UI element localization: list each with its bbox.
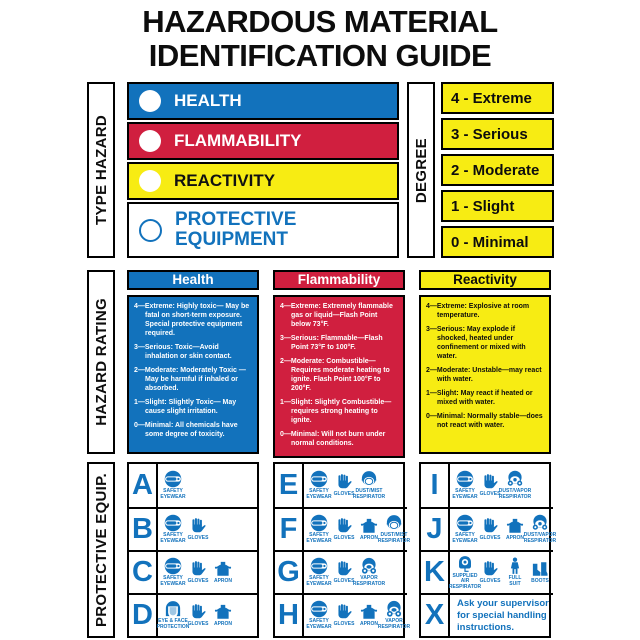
equip-row-x (421, 593, 553, 636)
safety-eyewear-icon (456, 470, 474, 488)
gloves-icon (481, 473, 499, 491)
health-rating-1: 1—Slight: Slightly Toxic— May cause slight irritation. (134, 398, 237, 415)
flammability-rating-0: 0—Minimal: Will not burn under normal conditions. (280, 430, 386, 447)
equip-item: VAPOR RESPIRATOR (357, 557, 381, 588)
flammability-rating-2: 2—Moderate: Combustible— Requires moderate heating to ignite. Flash Point 100°F to 200°F. (280, 357, 390, 392)
reactivity-rating-2: 2—Moderate: Unstable—may react with water. (426, 366, 542, 383)
gloves-icon (335, 603, 353, 621)
equip-item: SAFETY EYEWEAR (161, 557, 185, 588)
type-hazard-section (87, 82, 553, 258)
equip-item: APRON (357, 603, 381, 628)
reactivity-rating-0: 0—Minimal: Normally stable—does not react with water. (426, 412, 543, 429)
degree-row-3: 3 - Serious (441, 118, 554, 150)
equip-item: DUST/VAPOR RESPIRATOR (503, 470, 527, 501)
degree-row-2: 2 - Moderate (441, 154, 554, 186)
degree-row-4: 4 - Extreme (441, 82, 554, 114)
reactivity-rating-column (419, 270, 551, 454)
gloves-icon (189, 603, 207, 621)
vapor-respirator-icon (385, 600, 403, 618)
health-rating-0: 0—Minimal: All chemicals have some degree of toxicity. (134, 421, 238, 438)
flammability-rating-1: 1—Slight: Slightly Combustible— requires strong heating to ignite. (280, 398, 392, 424)
equip-item: BOOTS (528, 560, 552, 585)
gloves-icon (335, 473, 353, 491)
health-bar (127, 82, 399, 120)
equip-row-a (129, 464, 257, 507)
protective-equip-vertical-label: PROTECTIVE EQUIP. (87, 462, 115, 638)
supplied-air-respirator-icon (456, 555, 474, 573)
safety-eyewear-icon (164, 557, 182, 575)
rating-circle-icon (139, 130, 161, 152)
hazard-rating-section (87, 270, 553, 454)
dust-vapor-respirator-icon (506, 470, 524, 488)
equip-row-h (275, 593, 411, 636)
reactivity-rating-1: 1—Slight: May react if heated or mixed with water. (426, 389, 533, 406)
flammability-bar-label: FLAMMABILITY (174, 131, 302, 151)
dust-vapor-respirator-icon (531, 514, 549, 532)
equip-item: GLOVES (186, 517, 210, 542)
safety-eyewear-icon (310, 514, 328, 532)
reactivity-rating-4: 4—Extreme: Explosive at room temperature. (426, 303, 530, 320)
apron-icon (360, 603, 378, 621)
equip-letter-f: F (275, 509, 304, 550)
equip-item: GLOVES (478, 473, 502, 498)
equip-item: SAFETY EYEWEAR (307, 557, 331, 588)
rating-circle-icon (139, 90, 161, 112)
equip-item: SAFETY EYEWEAR (307, 600, 331, 631)
equip-group-i-x (419, 462, 557, 638)
apron-icon (214, 560, 232, 578)
dust-mist-respirator-icon (360, 470, 378, 488)
flammability-column-body (273, 295, 405, 457)
equip-letter-k: K (421, 552, 450, 593)
equip-letter-d: D (129, 595, 158, 636)
equip-row-j (421, 507, 557, 550)
equip-item: DUST/MIST RESPIRATOR (357, 470, 381, 501)
equip-letter-a: A (129, 464, 158, 507)
equip-letter-g: G (275, 552, 304, 593)
poster-title-line2: IDENTIFICATION GUIDE (148, 38, 492, 74)
safety-eyewear-icon (310, 470, 328, 488)
equip-row-d (129, 593, 257, 636)
equip-row-e (275, 464, 407, 507)
equip-item: FULL SUIT (503, 557, 527, 588)
gloves-icon (481, 560, 499, 578)
equip-letter-c: C (129, 552, 158, 593)
equip-row-b (129, 507, 257, 550)
equip-letter-j: J (421, 509, 450, 550)
equip-item: GLOVES (332, 560, 356, 585)
reactivity-bar-label: REACTIVITY (174, 171, 276, 191)
equip-letter-b: B (129, 509, 158, 550)
flammability-rating-column (273, 270, 405, 454)
equip-item: GLOVES (332, 517, 356, 542)
equip-row-i (421, 464, 553, 507)
equip-item: APRON (503, 517, 527, 542)
safety-eyewear-icon (164, 514, 182, 532)
flammability-rating-3: 3—Serious: Flammable—Flash Point 73°F to 100°F. (280, 335, 383, 351)
equip-item: GLOVES (186, 560, 210, 585)
flammability-rating-4: 4—Extreme: Extremely flammable gas or liquid—Flash Point below 73°F. (280, 303, 393, 329)
equip-letter-i: I (421, 464, 450, 507)
safety-eyewear-icon (456, 514, 474, 532)
equip-row-g (275, 550, 407, 593)
equip-row-k (421, 550, 553, 593)
protective-equipment-bar (127, 202, 399, 258)
equip-item: APRON (357, 517, 381, 542)
poster-title (0, 5, 640, 73)
reactivity-column-header: Reactivity (419, 270, 551, 290)
equip-item: APRON (211, 560, 235, 585)
equip-item: GLOVES (332, 473, 356, 498)
equip-row-f (275, 507, 411, 550)
equip-row-c (129, 550, 257, 593)
equip-group-e-h (273, 462, 411, 638)
apron-icon (506, 517, 524, 535)
degree-vertical-label: DEGREE (407, 82, 435, 258)
equip-item: DUST/VAPOR RESPIRATOR (528, 514, 552, 545)
apron-icon (214, 603, 232, 621)
equip-item: APRON (211, 603, 235, 628)
rating-circle-outline-icon (139, 219, 162, 242)
health-rating-column (127, 270, 259, 454)
equip-group-a-d (127, 462, 259, 638)
health-rating-3: 3—Serious: Toxic—Avoid inhalation or skin contact. (134, 344, 232, 360)
vapor-respirator-icon (360, 557, 378, 575)
equip-letter-h: H (275, 595, 304, 636)
type-hazard-vertical-label: TYPE HAZARD (87, 82, 115, 258)
flammability-column-header: Flammability (273, 270, 405, 290)
hazard-rating-vertical-label: HAZARD RATING (87, 270, 115, 454)
protective-equip-section (87, 462, 557, 638)
equip-item: GLOVES (478, 517, 502, 542)
rating-circle-icon (139, 170, 161, 192)
gloves-icon (481, 517, 499, 535)
equip-item: SAFETY EYEWEAR (161, 514, 185, 545)
equip-item: SUPPLIED AIR RESPIRATOR (453, 555, 477, 591)
degree-scale (441, 82, 554, 258)
equip-letter-e: E (275, 464, 304, 507)
equip-item: GLOVES (478, 560, 502, 585)
reactivity-rating-3: 3—Serious: May explode if shocked, heated under confinement or mixed with water. (426, 326, 526, 360)
gloves-icon (189, 560, 207, 578)
health-rating-2: 2—Moderate: Moderately Toxic — May be harmful if inhaled or absorbed. (134, 366, 246, 392)
degree-row-0: 0 - Minimal (441, 226, 554, 258)
poster-title-line1: HAZARDOUS MATERIAL (142, 4, 498, 39)
health-column-body (127, 295, 259, 454)
supervisor-note: Ask your supervisor for special handling instructions. (457, 597, 549, 634)
gloves-icon (189, 517, 207, 535)
dust-mist-respirator-icon (385, 514, 403, 532)
equip-item: SAFETY EYEWEAR (453, 470, 477, 501)
safety-eyewear-icon (310, 600, 328, 618)
gloves-icon (335, 517, 353, 535)
equip-item: EYE & FACE PROTECTION (161, 600, 185, 631)
equip-item: SAFETY EYEWEAR (307, 470, 331, 501)
eye-face-protection-icon (164, 600, 182, 618)
health-rating-4: 4—Extreme: Highly toxic— May be fatal on short-term exposure. Special protective equipment required. (134, 303, 250, 338)
equip-item: GLOVES (186, 603, 210, 628)
equip-item: DUST/MIST RESPIRATOR (382, 514, 406, 545)
equip-item: SAFETY EYEWEAR (307, 514, 331, 545)
apron-icon (360, 517, 378, 535)
gloves-icon (335, 560, 353, 578)
equip-item: SAFETY EYEWEAR (453, 514, 477, 545)
flammability-bar (127, 122, 399, 160)
degree-row-1: 1 - Slight (441, 190, 554, 222)
equip-letter-x: X (421, 595, 450, 636)
safety-eyewear-icon (310, 557, 328, 575)
reactivity-bar (127, 162, 399, 200)
protective-equipment-bar-label: PROTECTIVE EQUIPMENT (175, 209, 297, 251)
reactivity-column-body (419, 295, 551, 454)
full-suit-icon (506, 557, 524, 575)
health-column-header: Health (127, 270, 259, 290)
health-bar-label: HEALTH (174, 91, 242, 111)
safety-eyewear-icon (164, 470, 182, 488)
equip-item: SAFETY EYEWEAR (161, 470, 185, 501)
hazard-type-bars (127, 82, 399, 258)
equip-item: VAPOR RESPIRATOR (382, 600, 406, 631)
boots-icon (531, 560, 549, 578)
equip-item: GLOVES (332, 603, 356, 628)
